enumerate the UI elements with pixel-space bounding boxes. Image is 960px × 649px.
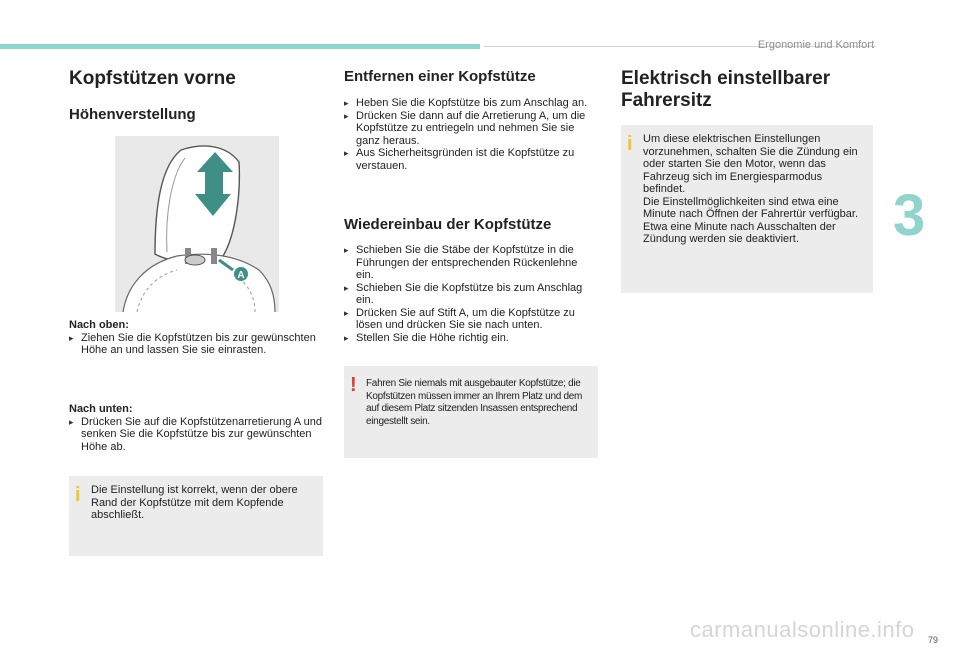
warning-note-text: Fahren Sie niemals mit ausgebauter Kopfstütze; die Kopfstützen müssen immer an Ihrem Platz und dem auf diesem Platz sitzenden Insassen entsprechend eingestellt sein. — [366, 378, 583, 427]
remove-title: Entfernen einer Kopfstütze — [344, 68, 536, 85]
remove-list — [344, 97, 598, 172]
figure-label-a: A — [237, 270, 245, 281]
page-number: 79 — [928, 635, 939, 645]
info-note — [69, 476, 323, 556]
exclamation-icon: ! — [350, 374, 357, 396]
headrest-illustration — [115, 136, 279, 312]
refit-title: Wiedereinbau der Kopfstütze — [344, 216, 552, 233]
list-item: ▸ Drücken Sie dann auf die Arretierung A, um die Kopfstütze zu entriegeln und nehmen Sie sie ganz heraus. — [344, 110, 598, 148]
section-title: Kopfstützen vorne — [69, 68, 236, 89]
list-item: ▸ Ziehen Sie die Kopfstützen bis zur gewünschten Höhe an und lassen Sie sie einrasten. — [69, 332, 325, 357]
down-list — [69, 416, 325, 454]
up-label: Nach oben: — [69, 319, 129, 331]
electric-seat-title: Elektrisch einstellbarer Fahrersitz — [621, 68, 831, 111]
header-accent-bar — [0, 44, 480, 49]
list-item: ▸ Drücken Sie auf die Kopfstützenarretierung A und senken Sie die Kopfstütze bis zur gewünschten Höhe ab. — [69, 416, 325, 454]
list-item: ▸ Schieben Sie die Kopfstütze bis zum Anschlag ein. — [344, 282, 598, 307]
info-note-text: Die Einstellung ist korrekt, wenn der obere Rand der Kopfstütze mit dem Kopfende abschließt. — [91, 484, 298, 521]
list-item: ▸ Aus Sicherheitsgründen ist die Kopfstütze zu verstauen. — [344, 147, 598, 172]
chapter-header-title: Ergonomie und Komfort — [757, 39, 874, 51]
list-item: ▸ Drücken Sie auf Stift A, um die Kopfstütze zu lösen und drücken Sie sie nach unten. — [344, 307, 598, 332]
list-item: ▸ Schieben Sie die Stäbe der Kopfstütze in die Führungen der entsprechenden Rückenlehne ein. — [344, 244, 598, 282]
info-note — [621, 125, 873, 293]
subsection-title: Höhenverstellung — [69, 106, 196, 123]
up-list — [69, 332, 325, 357]
chapter-number: 3 — [893, 183, 926, 248]
info-icon: i — [627, 133, 633, 155]
list-item: ▸ Stellen Sie die Höhe richtig ein. — [344, 332, 598, 345]
down-label: Nach unten: — [69, 403, 133, 415]
info-icon: i — [75, 484, 81, 506]
refit-list — [344, 244, 598, 344]
warning-note — [344, 366, 598, 458]
info-note-text: Um diese elektrischen Einstellungen vorzunehmen, schalten Sie die Zündung ein oder starten Sie den Motor, wenn das Fahrzeug sich im Energiesparmodus befindet. Die Einstellmöglichkeiten sind etwa eine Minute nach Öffnen der Fahrertür verfügbar. Etwa eine Minute nach Ausschalten der Zündung werden sie deaktiviert. — [643, 133, 859, 245]
watermark: carmanualsonline.info — [690, 617, 915, 642]
list-item: ▸ Heben Sie die Kopfstütze bis zum Anschlag an. — [344, 97, 598, 110]
